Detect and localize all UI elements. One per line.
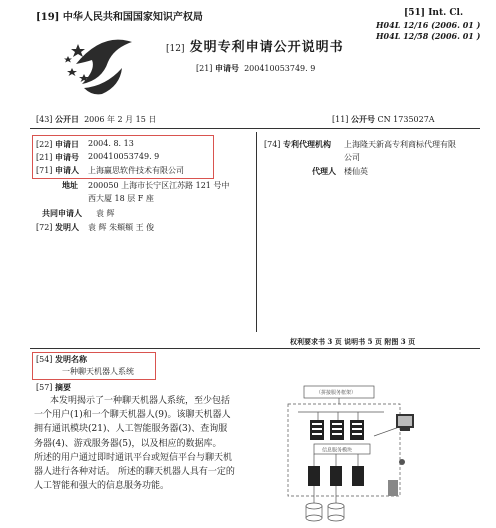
filing-date-value: 2004. 8. 13 bbox=[88, 139, 134, 148]
abstract-line: 人工智能和强大的信息服务功能。 bbox=[34, 481, 170, 492]
database-icon bbox=[328, 503, 344, 521]
co-applicant-label: 共同申请人 bbox=[42, 208, 82, 218]
invention-title: 一种聊天机器人系统 bbox=[62, 367, 134, 376]
classification-2: H04L 12/58 (2006. 01 ) bbox=[376, 31, 481, 41]
figure-mid-label: 信息服务模块 bbox=[322, 447, 353, 454]
abstract-heading: [57] 摘要 bbox=[36, 382, 71, 392]
abstract-line: 一个用户(1)和一个聊天机器人(9)。该聊天机器人 bbox=[34, 410, 231, 421]
computer-icon bbox=[396, 414, 414, 431]
publication-divider bbox=[30, 128, 480, 129]
application-number-value: 200410053749. 9 bbox=[88, 152, 160, 161]
address-line-1: 200050 上海市长宁区江苏路 121 号中 bbox=[88, 181, 230, 190]
inventors-value: 袁 辉 朱頫頫 王 俊 bbox=[88, 223, 155, 232]
page-counts: 权利要求书 3 页 说明书 5 页 附图 3 页 bbox=[290, 337, 416, 346]
database-icon bbox=[306, 503, 322, 521]
agent-value: 楼仙英 bbox=[344, 167, 368, 176]
co-applicant-value: 袁 辉 bbox=[96, 209, 115, 218]
abstract-line: 拥有通讯模块(21)、人工智能服务器(3)、查询服 bbox=[34, 424, 228, 435]
patent-office-emblem bbox=[62, 24, 142, 104]
agency-name-line-1: 上海隆天新高专利商标代理有限 bbox=[344, 140, 456, 149]
server-icon bbox=[330, 466, 342, 486]
invention-title-heading: [54] 发明名称 bbox=[36, 354, 87, 364]
figure-top-label: （拼接服务框架） bbox=[316, 390, 357, 396]
abstract-line: 务器(4)、游戏服务器(5)，以及相应的数据库。 bbox=[34, 438, 222, 449]
abstract-line: 所述的用户通过即时通讯平台或短信平台与聊天机 bbox=[34, 452, 233, 463]
int-cl-heading: [51] Int. Cl. bbox=[404, 8, 464, 18]
agency-row: [74] 专利代理机构 bbox=[264, 139, 331, 149]
agency-name-line-2: 公司 bbox=[344, 153, 360, 162]
publication-date: [43] 公开日 2006 年 2 月 15 日 bbox=[36, 114, 157, 124]
applicant-value: 上海赢思软件技术有限公司 bbox=[88, 166, 184, 175]
publication-number: [11] 公开号 CN 1735027A bbox=[332, 114, 435, 124]
authority-header: [19] 中华人民共和国国家知识产权局 bbox=[36, 12, 203, 23]
address-line-2: 西大厦 18 层 F 座 bbox=[88, 194, 154, 203]
document-type-title: [12] 发明专利申请公开说明书 bbox=[166, 40, 344, 55]
system-diagram-figure bbox=[284, 384, 430, 526]
inventor-row: [72] 发明人 bbox=[36, 222, 79, 232]
filing-date-row: [22] 申请日 bbox=[36, 139, 79, 149]
abstract-line: 器人进行各种对话。 所述的聊天机器人具有一定的 bbox=[34, 467, 235, 478]
counts-divider bbox=[30, 348, 480, 349]
abstract-body bbox=[34, 394, 235, 493]
application-number-header: [21] 申请号 200410053749. 9 bbox=[196, 63, 316, 73]
application-number-row: [21] 申请号 bbox=[36, 152, 79, 162]
agent-label: 代理人 bbox=[312, 166, 336, 176]
server-icon bbox=[352, 466, 364, 486]
server-icon bbox=[308, 466, 320, 486]
applicant-row: [71] 申请人 bbox=[36, 165, 79, 175]
user-device-icon bbox=[388, 459, 405, 496]
abstract-line: 本发明揭示了一种聊天机器人系统，至少包括 bbox=[50, 396, 231, 406]
classification-1: H04L 12/16 (2006. 01 ) bbox=[376, 20, 481, 30]
address-label: 地址 bbox=[62, 180, 78, 190]
column-divider bbox=[256, 132, 257, 332]
